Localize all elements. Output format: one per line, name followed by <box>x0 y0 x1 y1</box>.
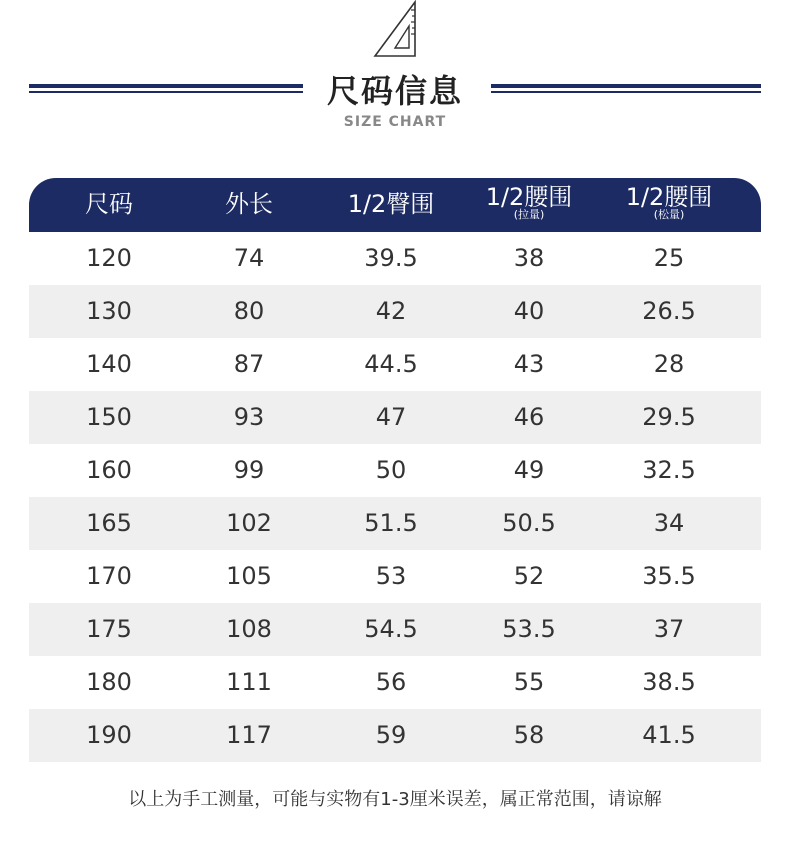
table-cell: 170 <box>86 562 132 590</box>
table-cell: 59 <box>375 721 407 749</box>
column-header-length: 外长 <box>225 190 273 218</box>
table-cell: 52 <box>513 562 545 590</box>
size-table <box>29 178 761 762</box>
table-cell: 50 <box>375 456 407 484</box>
table-cell: 51.5 <box>364 509 418 537</box>
table-cell: 190 <box>86 721 132 749</box>
table-cell: 46 <box>513 403 545 431</box>
table-cell: 38.5 <box>642 668 696 696</box>
table-cell: 37 <box>653 615 685 643</box>
table-body <box>29 232 761 762</box>
table-cell: 41.5 <box>642 721 696 749</box>
triangle-ruler-icon <box>371 0 419 60</box>
table-row <box>29 444 761 497</box>
table-cell: 74 <box>233 244 265 272</box>
table-cell: 56 <box>375 668 407 696</box>
table-row <box>29 550 761 603</box>
table-cell: 130 <box>86 297 132 325</box>
table-cell: 47 <box>375 403 407 431</box>
table-header <box>29 178 761 232</box>
table-cell: 108 <box>226 615 272 643</box>
table-cell: 150 <box>86 403 132 431</box>
table-row <box>29 391 761 444</box>
table-row <box>29 497 761 550</box>
table-cell: 111 <box>226 668 272 696</box>
column-header-waist-stretched: 1/2腰围 (拉量) <box>485 183 573 221</box>
table-cell: 55 <box>513 668 545 696</box>
page-subtitle: SIZE CHART <box>343 114 447 130</box>
table-cell: 39.5 <box>364 244 418 272</box>
table-cell: 43 <box>513 350 545 378</box>
measurement-note: 以上为手工测量，可能与实物有1-3厘米误差，属正常范围，请谅解 <box>128 789 662 810</box>
column-header-size: 尺码 <box>85 190 133 218</box>
table-cell: 50.5 <box>502 509 556 537</box>
table-cell: 80 <box>233 297 265 325</box>
table-cell: 105 <box>226 562 272 590</box>
table-cell: 180 <box>86 668 132 696</box>
table-cell: 117 <box>226 721 272 749</box>
table-cell: 175 <box>86 615 132 643</box>
table-cell: 26.5 <box>642 297 696 325</box>
table-cell: 53.5 <box>502 615 556 643</box>
table-cell: 140 <box>86 350 132 378</box>
table-cell: 40 <box>513 297 545 325</box>
table-cell: 87 <box>233 350 265 378</box>
table-cell: 34 <box>653 509 685 537</box>
table-cell: 42 <box>375 297 407 325</box>
table-cell: 28 <box>653 350 685 378</box>
table-row <box>29 232 761 285</box>
table-row <box>29 603 761 656</box>
table-row <box>29 709 761 762</box>
table-cell: 99 <box>233 456 265 484</box>
table-cell: 38 <box>513 244 545 272</box>
table-cell: 102 <box>226 509 272 537</box>
table-cell: 49 <box>513 456 545 484</box>
table-cell: 165 <box>86 509 132 537</box>
table-row <box>29 285 761 338</box>
table-cell: 54.5 <box>364 615 418 643</box>
table-cell: 53 <box>375 562 407 590</box>
table-row <box>29 656 761 709</box>
column-header-hip: 1/2臀围 <box>347 190 435 218</box>
page-title: 尺码信息 <box>326 72 463 110</box>
table-cell: 120 <box>86 244 132 272</box>
table-cell: 32.5 <box>642 456 696 484</box>
table-cell: 29.5 <box>642 403 696 431</box>
table-cell: 93 <box>233 403 265 431</box>
table-cell: 160 <box>86 456 132 484</box>
table-row <box>29 338 761 391</box>
table-cell: 35.5 <box>642 562 696 590</box>
column-header-waist-relaxed: 1/2腰围 (松量) <box>625 183 713 221</box>
table-cell: 44.5 <box>364 350 418 378</box>
table-cell: 25 <box>653 244 685 272</box>
table-cell: 58 <box>513 721 545 749</box>
